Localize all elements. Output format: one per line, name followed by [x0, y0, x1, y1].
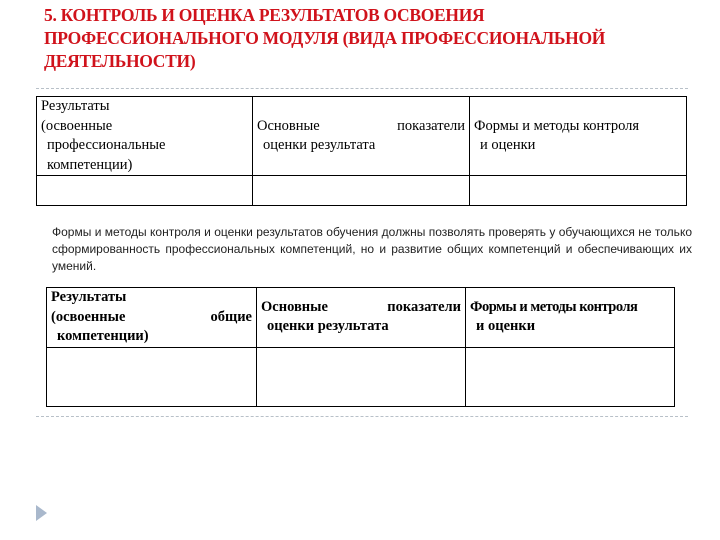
table-cell-empty[interactable]	[257, 347, 466, 406]
table-cell-empty[interactable]	[37, 176, 253, 206]
table-row	[47, 347, 675, 406]
table-cell-empty[interactable]	[466, 347, 675, 406]
cell-text: профессиональные	[47, 137, 166, 153]
divider-top	[36, 88, 688, 89]
cell-text: Результаты	[51, 289, 127, 305]
header-results	[37, 97, 253, 176]
cell-text: компетенции)	[57, 328, 149, 344]
header-indicators	[257, 288, 466, 348]
table-row	[37, 176, 687, 206]
title-line: 5. КОНТРОЛЬ И ОЦЕНКА РЕЗУЛЬТАТОВ ОСВОЕНИЯ	[44, 5, 485, 25]
title-line: ДЕЯТЕЛЬНОСТИ)	[44, 51, 196, 71]
table-header-row	[37, 97, 687, 176]
body-paragraph: Формы и методы контроля и оценки результатов обучения должны позволять проверять у обучающихся не только сформированность профессиональных компетенций, но и развитие общих компетенций и обеспечивающих их умений.	[52, 225, 692, 273]
table-cell-empty[interactable]	[47, 347, 257, 406]
header-results	[47, 288, 257, 348]
cell-text: Основные	[261, 298, 328, 315]
table-professional-competencies	[36, 96, 687, 206]
table-cell-empty[interactable]	[470, 176, 687, 206]
cell-text: Формы и методы контроля	[470, 298, 638, 315]
cell-text: Основные	[257, 117, 320, 134]
cell-text: и оценки	[476, 318, 536, 335]
header-forms-methods	[466, 288, 675, 348]
divider-bottom	[36, 416, 688, 417]
cell-text: оценки результата	[263, 137, 376, 153]
cell-text: Формы и методы контроля	[474, 117, 640, 134]
cell-text: компетенции)	[47, 156, 133, 173]
cell-text: показатели	[397, 117, 465, 134]
header-indicators	[253, 97, 470, 176]
table-general-competencies	[46, 287, 675, 407]
cell-text: общие	[210, 308, 252, 325]
header-forms-methods	[470, 97, 687, 176]
cell-text: Результаты	[41, 98, 110, 114]
cell-text: оценки результата	[267, 318, 389, 335]
slide-title	[44, 4, 694, 73]
table-header-row	[47, 288, 675, 348]
cell-text: показатели	[387, 298, 461, 315]
cell-text: (освоенные	[41, 117, 113, 134]
cell-text: и оценки	[480, 137, 536, 153]
title-line: ПРОФЕССИОНАЛЬНОГО МОДУЛЯ (ВИДА ПРОФЕССИОНАЛЬНОЙ	[44, 28, 606, 48]
table-cell-empty[interactable]	[253, 176, 470, 206]
cell-text: (освоенные	[51, 308, 126, 325]
bullet-arrow-icon	[36, 505, 47, 521]
